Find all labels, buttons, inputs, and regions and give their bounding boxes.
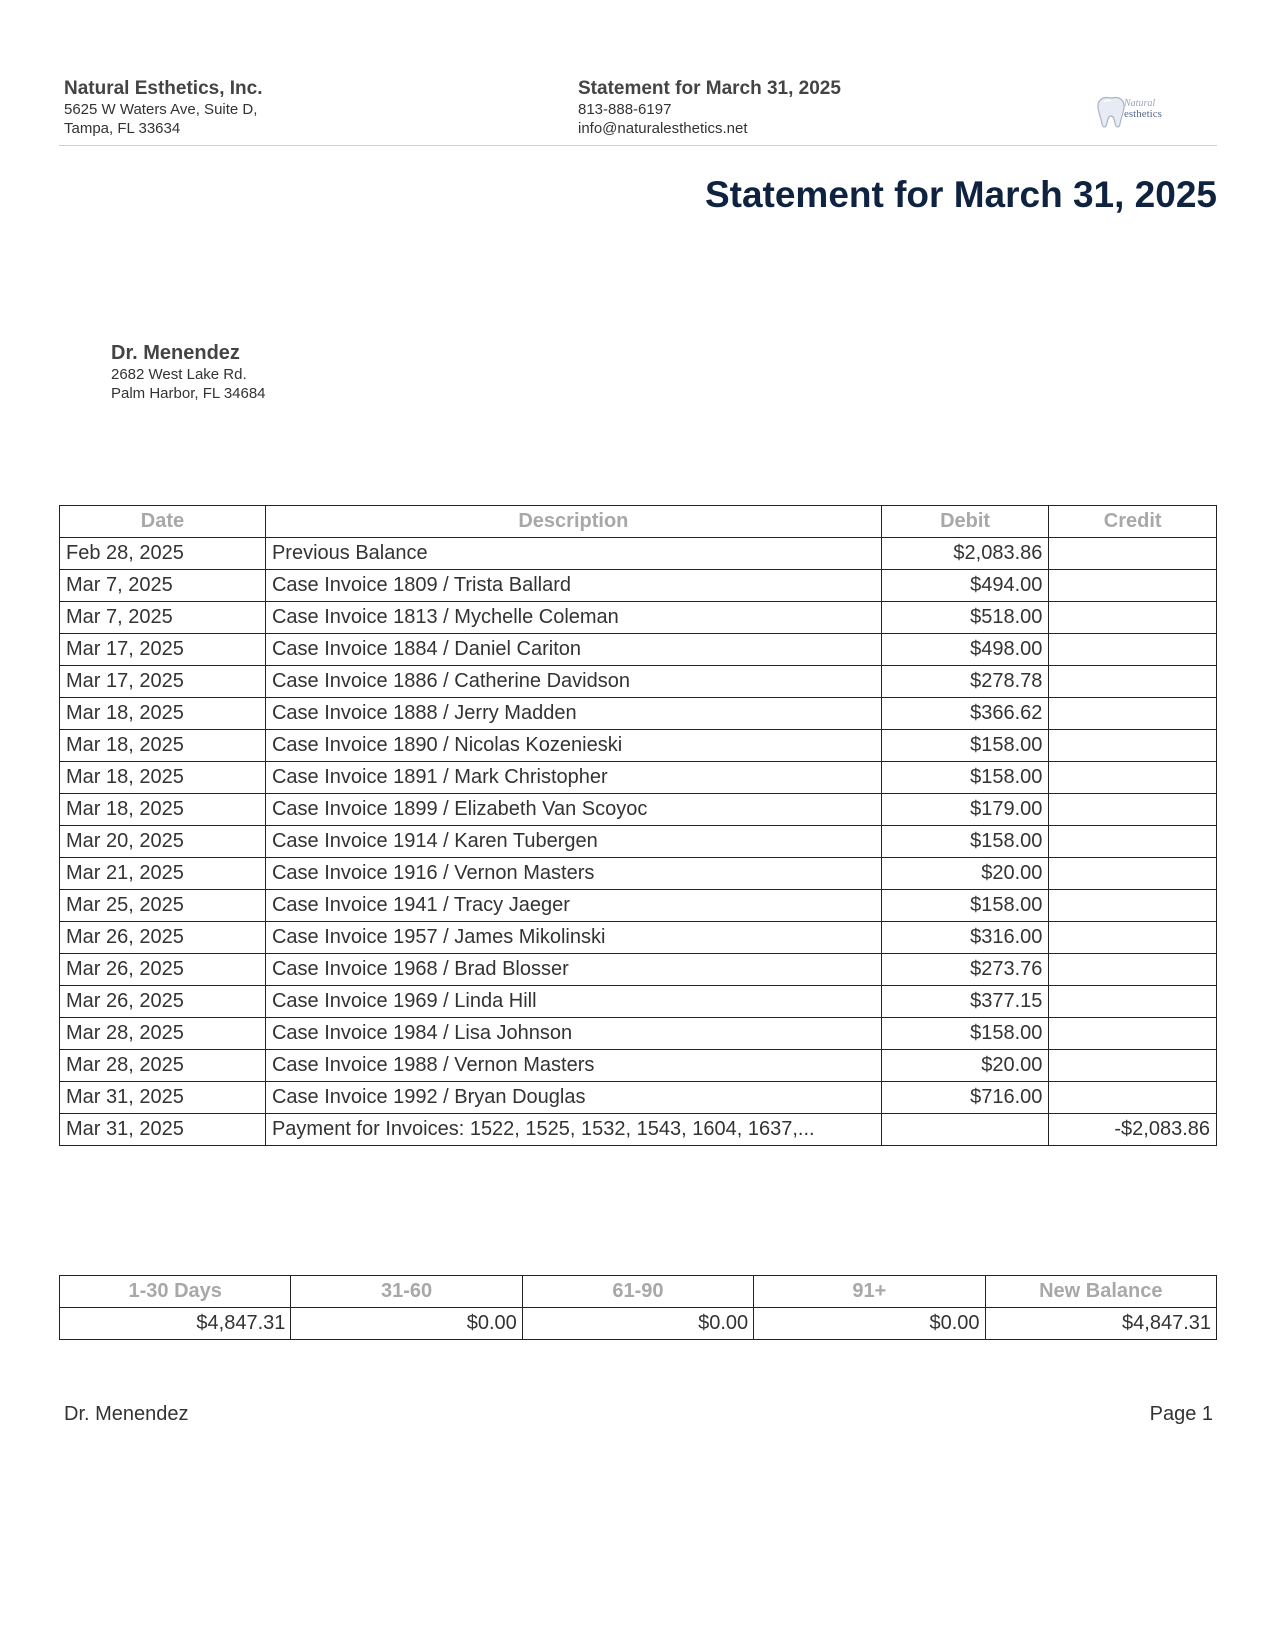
cell-credit: [1049, 602, 1217, 634]
aging-header-31-60: 31-60: [291, 1276, 522, 1308]
cell-credit: [1049, 634, 1217, 666]
table-row: [60, 730, 1217, 762]
cell-credit: -$2,083.86: [1049, 1114, 1217, 1146]
cell-debit: $158.00: [881, 826, 1049, 858]
cell-date: Mar 18, 2025: [60, 698, 266, 730]
company-phone: 813-888-6197: [578, 101, 672, 118]
cell-date: Mar 26, 2025: [60, 954, 266, 986]
cell-date: Mar 20, 2025: [60, 826, 266, 858]
table-row: [60, 570, 1217, 602]
cell-credit: [1049, 538, 1217, 570]
column-header-credit: Credit: [1049, 506, 1217, 538]
aging-table: [59, 1275, 1217, 1340]
cell-debit: $377.15: [881, 986, 1049, 1018]
cell-date: Mar 25, 2025: [60, 890, 266, 922]
cell-description: Case Invoice 1899 / Elizabeth Van Scoyoc: [265, 794, 881, 826]
table-row: [60, 1018, 1217, 1050]
aging-header-91-plus: 91+: [754, 1276, 985, 1308]
transactions-header-row: [60, 506, 1217, 538]
cell-date: Mar 28, 2025: [60, 1050, 266, 1082]
cell-description: Payment for Invoices: 1522, 1525, 1532, 1543, 1604, 1637,...: [265, 1114, 881, 1146]
cell-debit: $278.78: [881, 666, 1049, 698]
cell-date: Mar 26, 2025: [60, 922, 266, 954]
cell-credit: [1049, 762, 1217, 794]
aging-value-1-30: $4,847.31: [60, 1308, 291, 1340]
aging-values-row: [60, 1308, 1217, 1340]
header-statement-title: Statement for March 31, 2025: [578, 78, 841, 99]
cell-date: Mar 26, 2025: [60, 986, 266, 1018]
table-row: [60, 954, 1217, 986]
cell-debit: $158.00: [881, 890, 1049, 922]
cell-description: Case Invoice 1968 / Brad Blosser: [265, 954, 881, 986]
transactions-table: [59, 505, 1217, 1146]
cell-description: Case Invoice 1914 / Karen Tubergen: [265, 826, 881, 858]
cell-date: Mar 18, 2025: [60, 730, 266, 762]
cell-debit: $316.00: [881, 922, 1049, 954]
cell-debit: $716.00: [881, 1082, 1049, 1114]
table-row: [60, 858, 1217, 890]
cell-date: Mar 18, 2025: [60, 762, 266, 794]
cell-debit: [881, 1114, 1049, 1146]
aging-value-31-60: $0.00: [291, 1308, 522, 1340]
table-row: [60, 666, 1217, 698]
company-email: info@naturalesthetics.net: [578, 120, 748, 137]
cell-debit: $2,083.86: [881, 538, 1049, 570]
header-contact: [578, 78, 841, 138]
cell-credit: [1049, 1082, 1217, 1114]
column-header-description: Description: [265, 506, 881, 538]
recipient-info: [111, 342, 266, 403]
footer-page-number: Page 1: [1149, 1403, 1213, 1425]
header-divider: [59, 145, 1217, 146]
cell-credit: [1049, 986, 1217, 1018]
cell-credit: [1049, 794, 1217, 826]
cell-credit: [1049, 858, 1217, 890]
company-name: Natural Esthetics, Inc.: [64, 78, 263, 99]
cell-description: Case Invoice 1984 / Lisa Johnson: [265, 1018, 881, 1050]
cell-credit: [1049, 698, 1217, 730]
aging-value-61-90: $0.00: [522, 1308, 753, 1340]
cell-debit: $498.00: [881, 634, 1049, 666]
cell-credit: [1049, 890, 1217, 922]
table-row: [60, 794, 1217, 826]
aging-header-row: [60, 1276, 1217, 1308]
cell-date: Mar 7, 2025: [60, 602, 266, 634]
cell-description: Case Invoice 1890 / Nicolas Kozenieski: [265, 730, 881, 762]
cell-date: Mar 28, 2025: [60, 1018, 266, 1050]
cell-debit: $158.00: [881, 730, 1049, 762]
table-row: [60, 762, 1217, 794]
cell-debit: $20.00: [881, 858, 1049, 890]
page-title: Statement for March 31, 2025: [704, 174, 1217, 215]
cell-credit: [1049, 570, 1217, 602]
cell-credit: [1049, 1018, 1217, 1050]
recipient-address-line1: 2682 West Lake Rd.: [111, 366, 247, 383]
cell-credit: [1049, 1050, 1217, 1082]
cell-description: Case Invoice 1888 / Jerry Madden: [265, 698, 881, 730]
cell-description: Case Invoice 1957 / James Mikolinski: [265, 922, 881, 954]
cell-description: Case Invoice 1809 / Trista Ballard: [265, 570, 881, 602]
aging-value-91-plus: $0.00: [754, 1308, 985, 1340]
cell-date: Mar 31, 2025: [60, 1082, 266, 1114]
cell-date: Mar 21, 2025: [60, 858, 266, 890]
cell-description: Case Invoice 1988 / Vernon Masters: [265, 1050, 881, 1082]
company-address-line1: 5625 W Waters Ave, Suite D,: [64, 101, 258, 118]
table-row: [60, 602, 1217, 634]
aging-value-new-balance: $4,847.31: [985, 1308, 1216, 1340]
table-row: [60, 826, 1217, 858]
cell-date: Mar 31, 2025: [60, 1114, 266, 1146]
table-row: [60, 1082, 1217, 1114]
cell-description: Case Invoice 1916 / Vernon Masters: [265, 858, 881, 890]
cell-description: Case Invoice 1992 / Bryan Douglas: [265, 1082, 881, 1114]
cell-debit: $518.00: [881, 602, 1049, 634]
cell-description: Case Invoice 1941 / Tracy Jaeger: [265, 890, 881, 922]
table-row: [60, 922, 1217, 954]
table-row: [60, 1114, 1217, 1146]
company-info: [64, 78, 263, 138]
company-address-line2: Tampa, FL 33634: [64, 120, 181, 137]
table-row: [60, 538, 1217, 570]
cell-debit: $273.76: [881, 954, 1049, 986]
cell-credit: [1049, 730, 1217, 762]
cell-description: Case Invoice 1891 / Mark Christopher: [265, 762, 881, 794]
cell-date: Mar 17, 2025: [60, 634, 266, 666]
cell-description: Case Invoice 1886 / Catherine Davidson: [265, 666, 881, 698]
cell-credit: [1049, 826, 1217, 858]
cell-debit: $20.00: [881, 1050, 1049, 1082]
cell-credit: [1049, 666, 1217, 698]
cell-credit: [1049, 954, 1217, 986]
cell-debit: $158.00: [881, 1018, 1049, 1050]
table-row: [60, 986, 1217, 1018]
cell-description: Case Invoice 1884 / Daniel Cariton: [265, 634, 881, 666]
column-header-date: Date: [60, 506, 266, 538]
table-row: [60, 1050, 1217, 1082]
cell-debit: $158.00: [881, 762, 1049, 794]
cell-description: Case Invoice 1969 / Linda Hill: [265, 986, 881, 1018]
cell-debit: $366.62: [881, 698, 1049, 730]
aging-header-new-balance: New Balance: [985, 1276, 1216, 1308]
logo-line1: Natural: [1124, 98, 1156, 109]
aging-header-1-30: 1-30 Days: [60, 1276, 291, 1308]
cell-description: Previous Balance: [265, 538, 881, 570]
table-row: [60, 698, 1217, 730]
cell-date: Feb 28, 2025: [60, 538, 266, 570]
table-row: [60, 890, 1217, 922]
recipient-address-line2: Palm Harbor, FL 34684: [111, 385, 266, 402]
cell-debit: $179.00: [881, 794, 1049, 826]
cell-date: Mar 17, 2025: [60, 666, 266, 698]
logo-line2: esthetics: [1124, 108, 1162, 120]
cell-date: Mar 7, 2025: [60, 570, 266, 602]
cell-date: Mar 18, 2025: [60, 794, 266, 826]
logo-text: [1124, 98, 1162, 120]
recipient-name: Dr. Menendez: [111, 342, 240, 364]
cell-debit: $494.00: [881, 570, 1049, 602]
cell-credit: [1049, 922, 1217, 954]
footer-recipient: Dr. Menendez: [64, 1403, 189, 1425]
aging-header-61-90: 61-90: [522, 1276, 753, 1308]
column-header-debit: Debit: [881, 506, 1049, 538]
cell-description: Case Invoice 1813 / Mychelle Coleman: [265, 602, 881, 634]
table-row: [60, 634, 1217, 666]
